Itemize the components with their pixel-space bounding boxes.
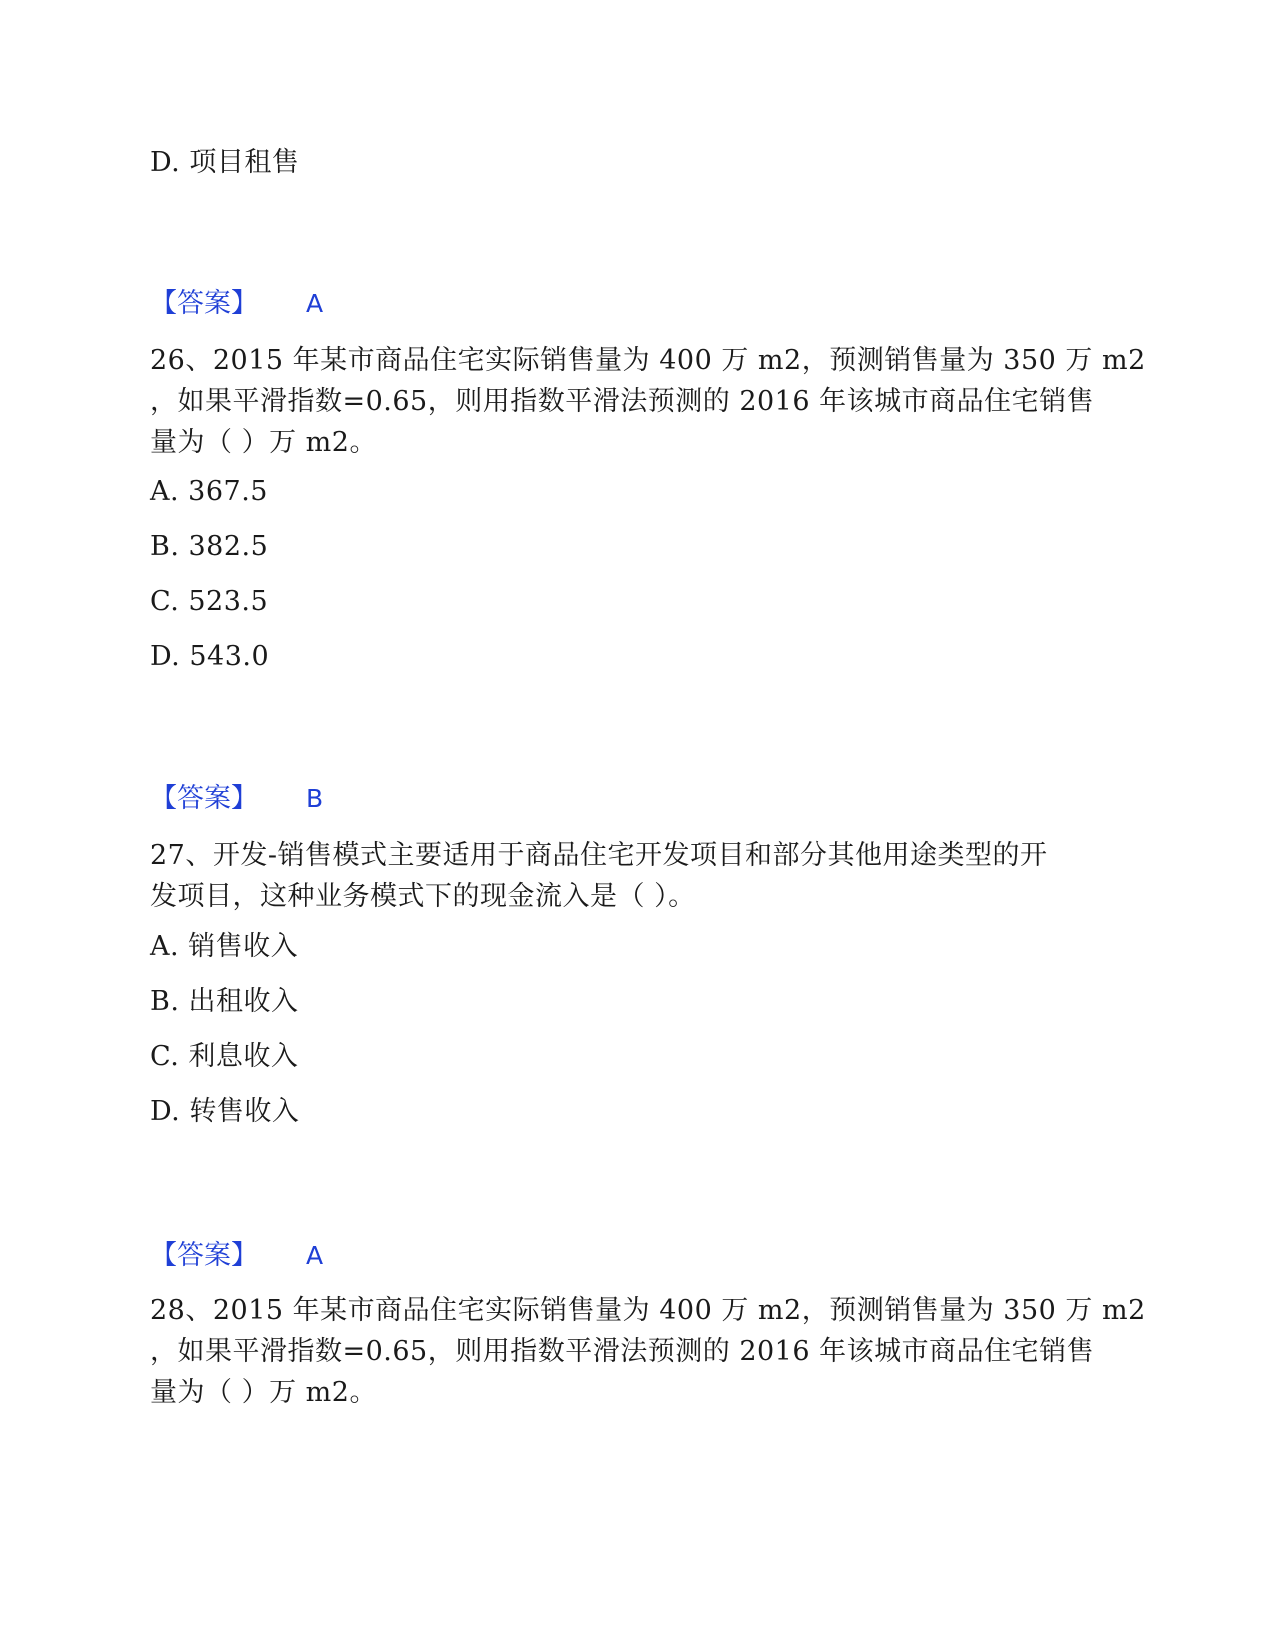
question-27-line-2: 发项目，这种业务模式下的现金流入是（ ）。: [150, 881, 696, 912]
question-28-line-3: 量为（ ）万 m2。: [150, 1377, 377, 1408]
question-27-text: [150, 835, 1110, 917]
question-26-option-b: B. 382.5: [150, 531, 269, 562]
answer-tag: 【答案】: [150, 1240, 258, 1271]
question-26-answer-line: [150, 779, 323, 819]
question-27-option-c: C. 利息收入: [150, 1041, 299, 1072]
question-28-line-1: 28、2015 年某市商品住宅实际销售量为 400 万 m2，预测销售量为 350 万 m2: [150, 1295, 1146, 1326]
answer-tag: 【答案】: [150, 288, 258, 319]
answer-value: B: [306, 784, 324, 813]
answer-value: A: [306, 1241, 324, 1270]
question-28-text: [150, 1290, 1146, 1413]
question-26-line-2: ，如果平滑指数=0.65，则用指数平滑法预测的 2016 年该城市商品住宅销售: [150, 386, 1095, 417]
question-26-option-c: C. 523.5: [150, 586, 269, 617]
question-27-option-b: B. 出租收入: [150, 986, 299, 1017]
question-27-answer-line: [150, 1236, 323, 1276]
answer-tag: 【答案】: [150, 783, 258, 814]
question-27-option-a: A. 销售收入: [150, 931, 299, 962]
question-27-option-d: D. 转售收入: [150, 1096, 300, 1127]
option-d: D. 项目租售: [150, 147, 300, 178]
question-26-text: [150, 340, 1146, 463]
question-28-line-2: ，如果平滑指数=0.65，则用指数平滑法预测的 2016 年该城市商品住宅销售: [150, 1336, 1095, 1367]
answer-value: A: [306, 289, 324, 318]
question-26-line-1: 26、2015 年某市商品住宅实际销售量为 400 万 m2，预测销售量为 350 万 m2: [150, 345, 1146, 376]
question-26-line-3: 量为（ ）万 m2。: [150, 427, 377, 458]
question-26-option-a: A. 367.5: [150, 476, 268, 507]
question-27-line-1: 27、开发-销售模式主要适用于商品住宅开发项目和部分其他用途类型的开: [150, 840, 1048, 871]
question-26-option-d: D. 543.0: [150, 641, 270, 672]
answer-line: [150, 284, 323, 324]
